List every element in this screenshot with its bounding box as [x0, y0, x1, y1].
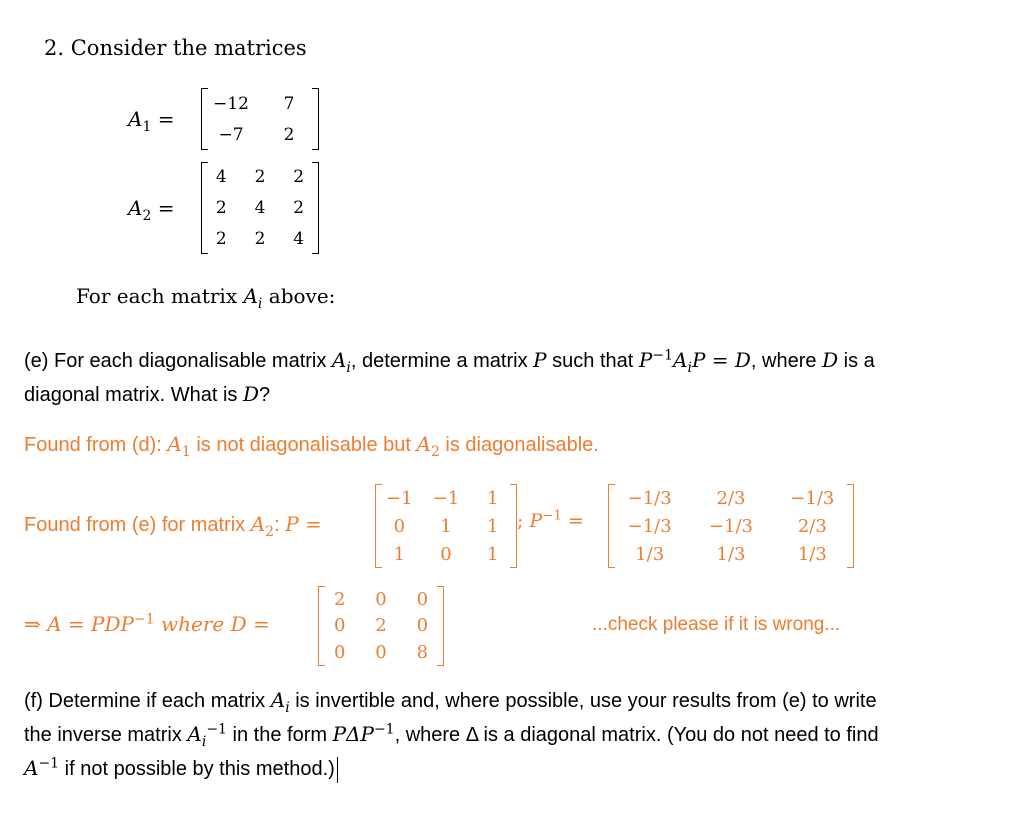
answer-found-d: Found from (d): $A_1$ is not diagonalisable but $A_2$ is diagonalisable.	[24, 432, 599, 460]
p-inverse-label: ; $P^{-1}$ =	[517, 508, 584, 532]
matrix-d	[318, 586, 444, 666]
matrix-cell: 2	[254, 167, 266, 188]
matrix-cell: 2	[375, 615, 387, 637]
matrix-cell: 0	[440, 543, 452, 565]
matrix-cell: 2	[215, 197, 227, 218]
matrix-p	[375, 484, 517, 568]
matrix-cell: 1	[486, 543, 499, 565]
matrix-cell: 4	[215, 167, 227, 188]
problem-header	[44, 36, 307, 60]
matrix-cell: 2	[333, 588, 346, 610]
matrix-a1	[201, 88, 319, 150]
answer-found-e: Found from (e) for matrix $A_2$: P =	[24, 512, 322, 540]
matrix-cell: 1	[486, 515, 499, 537]
matrix-cell: 0	[375, 588, 387, 610]
matrix-cell: 7	[283, 93, 295, 114]
matrix-cell: 0	[333, 642, 346, 664]
matrix-cell: 1/3	[716, 543, 746, 565]
matrix-cell: 0	[375, 642, 387, 664]
text-cursor	[337, 757, 339, 783]
matrix-cell: 8	[416, 642, 429, 664]
matrix-cell: 1	[486, 487, 499, 509]
part-f-line-1: (f) Determine if each matrix $A_i$ is invertible and, where possible, use your results from (e) to write	[24, 688, 877, 716]
matrix-a2-label: $A_2$ =	[128, 196, 175, 224]
matrix-cell: −1/3	[790, 487, 835, 509]
problem-number: 2.	[44, 36, 65, 60]
matrix-cell: 0	[333, 615, 346, 637]
matrix-cell: 1/3	[635, 543, 665, 565]
part-f-line-2: the inverse matrix $A_i^{-1}$ in the form $P\Delta P^{-1}$, where Δ is a diagonal matrix. (You do not need to find	[24, 721, 879, 750]
matrix-cell: 2/3	[716, 487, 746, 509]
matrix-cell: 0	[393, 515, 406, 537]
matrix-cell: 1	[440, 515, 452, 537]
part-f-line-3: $A^{-1}$ if not possible by this method.)	[24, 752, 338, 786]
check-note: ...check please if it is wrong...	[592, 614, 841, 635]
matrix-cell: 2	[283, 124, 295, 145]
matrix-cell: 0	[416, 588, 429, 610]
matrix-cell: 0	[416, 615, 429, 637]
matrix-cell: −1/3	[708, 515, 754, 537]
matrix-cell: −12	[213, 93, 249, 114]
answer-implies: ⇒ $A = PDP^{-1}$ where D =	[24, 611, 270, 636]
matrix-cell: 4	[293, 228, 305, 249]
matrix-cell: 2/3	[797, 515, 827, 537]
matrix-cell: 2	[293, 167, 305, 188]
matrix-cell: −7	[218, 124, 244, 145]
matrix-a1-label: $A_1$ =	[128, 107, 175, 135]
matrix-cell: −1/3	[627, 487, 672, 509]
for-each-line: For each matrix $A_i$ above:	[76, 284, 336, 312]
problem-intro: Consider the matrices	[70, 36, 307, 60]
matrix-cell: 1	[393, 543, 406, 565]
matrix-p-inverse	[608, 484, 854, 568]
matrix-cell: 2	[254, 228, 266, 249]
matrix-cell: 4	[254, 197, 266, 218]
part-e-line-2: diagonal matrix. What is D?	[24, 382, 271, 406]
matrix-a2	[201, 162, 319, 254]
matrix-cell: −1	[432, 487, 460, 509]
matrix-cell: 2	[215, 228, 227, 249]
matrix-cell: −1	[386, 487, 413, 509]
matrix-cell: −1/3	[627, 515, 672, 537]
matrix-cell: 1/3	[797, 543, 827, 565]
part-e-line-1: (e) For each diagonalisable matrix $A_i$, determine a matrix P such that $P^{-1}A_iP = D$, where D is a	[24, 347, 875, 376]
matrix-cell: 2	[293, 197, 305, 218]
